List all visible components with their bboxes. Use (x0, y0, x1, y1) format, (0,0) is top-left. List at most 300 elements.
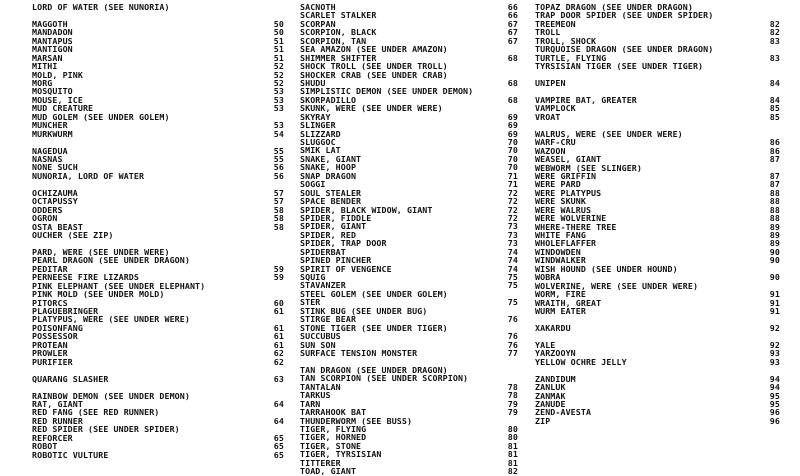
entry-page-number: 73 (507, 229, 518, 240)
entry-page-number: 85 (769, 103, 780, 114)
entry-page-number: 89 (769, 238, 780, 249)
entry-name: OCTAPUSSY (32, 196, 78, 207)
entry-page-number: 53 (273, 103, 284, 114)
index-entry (32, 3, 284, 11)
entry-name: WALRUS, WERE (SEE UNDER WERE) (535, 128, 683, 139)
index-entry (535, 375, 780, 383)
entry-page-number: 54 (273, 128, 284, 139)
entry-page-number: 50 (273, 18, 284, 29)
entry-page-number: 65 (273, 449, 284, 460)
index-entry (535, 392, 780, 400)
entry-page-number: 93 (769, 356, 780, 367)
entry-name: WERE SKUNK (535, 196, 586, 207)
entry-name: TARRAHOOK BAT (300, 407, 367, 418)
entry-name: TROLL, SHOCK (535, 35, 597, 46)
entry-name: STEEL GOLEM (SEE UNDER GOLEM) (300, 288, 448, 299)
entry-page-number: 51 (273, 44, 284, 55)
entry-page-number: 96 (769, 415, 780, 426)
entry-name: SMIK LAT (300, 145, 341, 156)
entry-name: XAKARDU (535, 322, 571, 333)
entry-name: SKORPADILLO (300, 94, 357, 105)
entry-page-number: 65 (273, 441, 284, 452)
entry-page-number: 58 (273, 204, 284, 215)
entry-name: PERNEESE FIRE LIZARDS (32, 272, 139, 283)
index-entry (32, 71, 284, 79)
entry-name: TYRSISIAN TIGER (SEE UNDER TIGER) (535, 61, 704, 72)
entry-page-number: 53 (273, 86, 284, 97)
entry-page-number: 79 (507, 407, 518, 418)
entry-name: SPIRIT OF VENGENCE (300, 263, 392, 274)
entry-name: ZANUDE (535, 398, 566, 409)
entry-page-number: 91 (769, 289, 780, 300)
entry-page-number: 62 (273, 348, 284, 359)
entry-name: WERE GRIFFIN (535, 170, 597, 181)
entry-page-number: 59 (273, 263, 284, 274)
entry-name: PEDITAR (32, 263, 68, 274)
entry-name: WHITE FANG (535, 230, 586, 240)
index-column-3 (535, 3, 780, 425)
entry-name: TAN SCORPION (SEE UNDER SCORPION) (300, 373, 469, 384)
entry-name: SPINED PINCHER (300, 255, 372, 266)
entry-page-number: 88 (769, 204, 780, 215)
entry-name: TARKUS (300, 390, 331, 401)
entry-name: PLAGUEBRINGER (32, 306, 99, 316)
entry-name: MOLD, PINK (32, 69, 83, 80)
entry-page-number: 58 (273, 213, 284, 224)
entry-name: MANTIGON (32, 44, 73, 55)
entry-name: PINK MOLD (SEE UNDER MOLD) (32, 289, 165, 300)
entry-name: ZIP (535, 415, 551, 426)
entry-name: ROBOTIC VULTURE (32, 449, 109, 460)
index-entry (32, 341, 284, 349)
entry-page-number: 91 (769, 297, 780, 308)
index-entry (32, 172, 284, 180)
entry-page-number: 82 (769, 27, 780, 38)
entry-page-number: 71 (507, 179, 518, 190)
entry-page-number: 61 (273, 322, 284, 333)
entry-name: VAMPIRE BAT, GREATER (535, 94, 637, 105)
entry-name: THUNDERWORM (SEE BUSS) (300, 415, 413, 426)
entry-name: VROAT (535, 111, 561, 122)
index-entry (535, 113, 780, 121)
entry-page-number: 72 (507, 212, 518, 223)
entry-name: WINDOWDEN (535, 246, 581, 257)
entry-page-number: 74 (507, 263, 518, 274)
index-entry (300, 265, 518, 273)
entry-name: TITTERER (300, 457, 341, 468)
entry-name: WEASEL, GIANT (535, 154, 602, 165)
index-entry (535, 62, 780, 70)
entry-name: POISONFANG (32, 322, 83, 333)
entry-page-number: 67 (507, 27, 518, 38)
entry-page-number: 84 (769, 78, 780, 88)
entry-name: SNAKE, GIANT (300, 153, 362, 164)
entry-page-number: 72 (507, 196, 518, 207)
entry-name: PARD, WERE (SEE UNDER WERE) (32, 246, 170, 257)
entry-name: WARF-CRU (535, 137, 576, 148)
entry-page-number: 77 (507, 347, 518, 358)
entry-name: ZANLUK (535, 382, 566, 393)
entry-name: SCORPION, TAN (300, 35, 367, 46)
entry-page-number: 53 (273, 120, 284, 131)
entry-name: PLATYPUS, WERE (SEE UNDER WERE) (32, 314, 190, 325)
entry-name: SHOCK TROLL (SEE UNDER TROLL) (300, 61, 448, 72)
entry-name: NAGEDUA (32, 145, 68, 156)
entry-page-number: 52 (273, 69, 284, 80)
entry-name: TANTALAN (300, 381, 341, 392)
entry-page-number: 87 (769, 179, 780, 190)
entry-page-number: 83 (769, 52, 780, 63)
entry-name: OUCHER (SEE ZIP) (32, 230, 114, 240)
entry-page-number: 82 (769, 18, 780, 29)
entry-page-number: 64 (273, 398, 284, 409)
entry-name: ZANMAK (535, 390, 566, 401)
entry-page-number: 72 (507, 187, 518, 198)
entry-page-number: 86 (769, 137, 780, 148)
entry-page-number: 75 (507, 297, 518, 308)
entry-page-number: 68 (507, 52, 518, 63)
entry-page-number: 90 (769, 246, 780, 257)
entry-page-number: 67 (507, 18, 518, 29)
entry-page-number: 62 (273, 356, 284, 367)
index-entry (535, 79, 780, 87)
entry-page-number: 72 (507, 204, 518, 215)
entry-page-number: 85 (769, 111, 780, 122)
entry-name: SOUL STEALER (300, 187, 362, 198)
entry-name: TARN (300, 398, 321, 409)
entry-name: NONE SUCH (32, 162, 78, 173)
entry-name: MOUSE, ICE (32, 94, 83, 105)
index-entry (32, 451, 284, 459)
entry-page-number: 69 (507, 128, 518, 139)
entry-page-number: 81 (507, 449, 518, 460)
entry-name: SPIDER, FIDDLE (300, 212, 372, 223)
index-entry (32, 358, 284, 366)
entry-name: POSSESSOR (32, 331, 78, 342)
entry-name: SPIDERBAT (300, 246, 346, 257)
entry-name: WURM EATER (535, 305, 586, 316)
entry-name: SNAKE, HOOP (300, 162, 357, 173)
entry-page-number: 79 (507, 398, 518, 409)
entry-name: ODDERS (32, 204, 63, 215)
entry-page-number: 50 (273, 27, 284, 38)
entry-name: SLUGGOC (300, 137, 336, 147)
entry-name: SCORPION, BLACK (300, 27, 377, 38)
entry-name: WEBWORM (SEE SLINGER) (535, 162, 642, 173)
entry-name: PITORCS (32, 297, 68, 308)
entry-page-number: 75 (507, 272, 518, 282)
entry-name: RED FANG (SEE RED RUNNER) (32, 407, 160, 418)
entry-name: WOLVERINE, WERE (SEE UNDER WERE) (535, 280, 699, 291)
entry-name: MOSQUITO (32, 86, 73, 97)
index-entry (32, 256, 284, 264)
entry-name: TURTLE, FLYING (535, 52, 607, 63)
entry-name: SIMPLISTIC DEMON (SEE UNDER DEMON) (300, 86, 474, 97)
entry-page-number: 55 (273, 145, 284, 156)
entry-page-number: 64 (273, 415, 284, 426)
entry-name: SHUDU (300, 77, 326, 88)
entry-page-number: 52 (273, 78, 284, 88)
entry-page-number: 88 (769, 213, 780, 224)
entry-page-number: 61 (273, 331, 284, 342)
index-entry (300, 467, 518, 475)
entry-page-number: 69 (507, 120, 518, 131)
entry-name: TIGER, FLYING (300, 423, 367, 434)
entry-page-number: 88 (769, 196, 780, 207)
entry-page-number: 67 (507, 35, 518, 46)
entry-name: WHOLEFLAFFER (535, 238, 597, 249)
entry-page-number: 68 (507, 77, 518, 88)
entry-name: MARSAN (32, 52, 63, 63)
entry-page-number: 89 (769, 221, 780, 232)
entry-name: MUNCHER (32, 120, 68, 131)
entry-name: WORM, FIRE (535, 289, 586, 300)
entry-name: WERE PLATYPUS (535, 187, 602, 198)
entry-name: PROTEAN (32, 339, 68, 350)
entry-name: WINDWALKER (535, 255, 586, 266)
entry-name: PROWLER (32, 348, 68, 359)
entry-name: RED SPIDER (SEE UNDER SPIDER) (32, 424, 180, 435)
index-entry (300, 349, 518, 357)
entry-page-number: 86 (769, 145, 780, 156)
entry-page-number: 90 (769, 272, 780, 283)
entry-page-number: 94 (769, 373, 780, 384)
entry-page-number: 74 (507, 255, 518, 266)
entry-page-number: 95 (769, 390, 780, 401)
entry-name: STER (300, 297, 321, 308)
entry-name: REFORCER (32, 432, 73, 443)
index-entry (535, 307, 780, 315)
entry-page-number: 74 (507, 246, 518, 257)
index-entry (300, 71, 518, 79)
entry-name: TRAP DOOR SPIDER (SEE UNDER SPIDER) (535, 10, 714, 21)
entry-name: STIRGE BEAR (300, 314, 357, 325)
index-entry (32, 375, 284, 383)
entry-page-number: 57 (273, 187, 284, 198)
entry-page-number: 65 (273, 432, 284, 443)
entry-name: SCARLET STALKER (300, 10, 377, 21)
entry-page-number: 93 (769, 348, 780, 359)
index-column-2 (300, 3, 518, 476)
entry-name: STONE TIGER (SEE UNDER TIGER) (300, 322, 448, 333)
entry-name: TREEMEON (535, 18, 576, 29)
entry-page-number: 66 (507, 2, 518, 12)
entry-name: TIGER, HORNED (300, 432, 367, 443)
index-entry (535, 383, 780, 391)
entry-name: WERE WALRUS (535, 204, 592, 215)
entry-page-number: 75 (507, 280, 518, 291)
entry-page-number: 96 (769, 407, 780, 418)
entry-page-number: 71 (507, 170, 518, 181)
entry-page-number: 80 (507, 423, 518, 434)
entry-name: SOGGI (300, 179, 326, 190)
entry-name: MANDADON (32, 27, 73, 38)
entry-page-number: 90 (769, 255, 780, 266)
entry-name: SLINGER (300, 120, 336, 131)
index-entry (300, 383, 518, 391)
entry-name: WERE PARD (535, 179, 581, 190)
entry-page-number: 94 (769, 382, 780, 393)
entry-name: SQUIG (300, 272, 326, 282)
entry-page-number: 61 (273, 339, 284, 350)
entry-page-number: 87 (769, 170, 780, 181)
index-entry (32, 231, 284, 239)
entry-name: LORD OF WATER (SEE NUNORIA) (32, 2, 170, 12)
entry-page-number: 58 (273, 221, 284, 232)
entry-page-number: 51 (273, 52, 284, 63)
index-entry (535, 417, 780, 425)
entry-name: WRAITH, GREAT (535, 297, 602, 308)
index-entry (535, 408, 780, 416)
entry-name: STAVANZER (300, 280, 346, 291)
entry-name: VAMPLOCK (535, 103, 576, 114)
entry-name: YELLOW OCHRE JELLY (535, 356, 627, 367)
index-entry (32, 113, 284, 121)
entry-page-number: 70 (507, 145, 518, 156)
entry-page-number: 70 (507, 137, 518, 147)
entry-name: TAN DRAGON (SEE UNDER DRAGON) (300, 364, 448, 375)
index-entry (32, 206, 284, 214)
entry-name: SKYRAY (300, 111, 331, 122)
entry-name: SEA AMAZON (SEE UNDER AMAZON) (300, 44, 448, 55)
entry-page-number: 84 (769, 94, 780, 105)
entry-name: SACNOTH (300, 2, 336, 12)
entry-name: UNIPEN (535, 78, 566, 88)
entry-name: OSTA BEAST (32, 221, 83, 232)
entry-page-number: 56 (273, 170, 284, 181)
index-entry (535, 265, 780, 273)
entry-name: MURKWURM (32, 128, 73, 139)
entry-name: PURIFIER (32, 356, 73, 367)
entry-page-number: 80 (507, 432, 518, 443)
entry-page-number: 81 (507, 440, 518, 451)
entry-name: STINK BUG (SEE UNDER BUG) (300, 305, 428, 316)
index-entry (32, 434, 284, 442)
entry-name: SCORPAN (300, 18, 336, 29)
entry-name: ROBOT (32, 441, 58, 452)
entry-name: SURFACE TENSION MONSTER (300, 347, 418, 358)
entry-page-number: 73 (507, 221, 518, 232)
entry-name: WAZOON (535, 145, 566, 156)
entry-page-number: 88 (769, 187, 780, 198)
entry-name: NASNAS (32, 154, 63, 164)
entry-name: MUD CREATURE (32, 103, 94, 114)
index-entry (535, 358, 780, 366)
entry-name: WHERE-THERE TREE (535, 221, 617, 232)
index-entry (300, 459, 518, 467)
entry-name: TIGER, TYRSISIAN (300, 449, 382, 460)
index-entry (32, 45, 284, 53)
index-entry (300, 290, 518, 298)
entry-page-number: 87 (769, 154, 780, 165)
index-entry (300, 450, 518, 458)
entry-page-number: 56 (273, 162, 284, 173)
entry-name: SHIMMER SHIFTER (300, 52, 377, 63)
index-column-1 (32, 3, 284, 459)
entry-name: MANTAPUS (32, 35, 73, 46)
entry-page-number: 60 (273, 297, 284, 308)
entry-name: PEARL DRAGON (SEE UNDER DRAGON) (32, 255, 190, 266)
entry-name: OCHIZAUMA (32, 187, 78, 198)
entry-name: YARZOOYN (535, 348, 576, 359)
entry-name: YALE (535, 339, 556, 350)
entry-name: SPIDER, GIANT (300, 221, 367, 232)
entry-page-number: 57 (273, 196, 284, 207)
entry-name: MITHI (32, 61, 58, 72)
entry-page-number: 68 (507, 94, 518, 105)
entry-name: WISH HOUND (SEE UNDER HOUND) (535, 263, 678, 274)
entry-name: ZANDIDUM (535, 373, 576, 384)
entry-name: TIGER, STONE (300, 440, 362, 451)
entry-name: MAGGOTH (32, 18, 68, 29)
entry-page-number: 81 (507, 457, 518, 468)
entry-name: QUARANG SLASHER (32, 373, 109, 384)
entry-page-number: 70 (507, 162, 518, 173)
index-entry (535, 138, 780, 146)
entry-page-number: 92 (769, 322, 780, 333)
entry-page-number: 83 (769, 35, 780, 46)
entry-page-number: 78 (507, 390, 518, 401)
entry-name: SLIZZARD (300, 128, 341, 139)
entry-name: TURQUOISE DRAGON (SEE UNDER DRAGON) (535, 44, 714, 55)
entry-page-number: 92 (769, 339, 780, 350)
entry-page-number: 76 (507, 331, 518, 342)
entry-page-number: 59 (273, 272, 284, 283)
index-entry (32, 147, 284, 155)
entry-name: SUN SON (300, 339, 336, 350)
index-entry (535, 324, 780, 332)
entry-page-number: 63 (273, 373, 284, 384)
entry-page-number: 61 (273, 306, 284, 316)
entry-name: SPIDER, RED (300, 229, 357, 240)
entry-name: OGRON (32, 213, 58, 224)
entry-page-number: 70 (507, 153, 518, 164)
entry-name: NUNORIA, LORD OF WATER (32, 170, 145, 181)
entry-page-number: 76 (507, 314, 518, 325)
entry-name: SPACE BENDER (300, 196, 362, 207)
entry-page-number: 95 (769, 398, 780, 409)
entry-name: MUD GOLEM (SEE UNDER GOLEM) (32, 111, 170, 122)
entry-page-number: 78 (507, 381, 518, 392)
entry-name: SPIDER, TRAP DOOR (300, 238, 387, 249)
entry-page-number: 91 (769, 305, 780, 316)
index-entry (32, 290, 284, 298)
entry-name: TOAD, GIANT (300, 466, 357, 476)
entry-page-number: 76 (507, 339, 518, 350)
entry-page-number: 53 (273, 94, 284, 105)
index-entry (32, 54, 284, 62)
entry-name: WOBRA (535, 272, 561, 283)
entry-name: RED RUNNER (32, 415, 83, 426)
entry-name: SUCCUBUS (300, 331, 341, 342)
index-entry (300, 172, 518, 180)
entry-page-number: 73 (507, 238, 518, 249)
entry-page-number: 51 (273, 35, 284, 46)
entry-name: WERE WOLVERINE (535, 213, 607, 224)
entry-page-number: 69 (507, 111, 518, 122)
entry-page-number: 89 (769, 230, 780, 240)
index-entry (300, 391, 518, 399)
entry-name: MORG (32, 78, 53, 88)
entry-name: RAT, GIANT (32, 398, 83, 409)
entry-page-number: 66 (507, 10, 518, 21)
entry-name: ZEND-AVESTA (535, 407, 592, 418)
index-entry (535, 20, 780, 28)
entry-name: SHOCKER CRAB (SEE UNDER CRAB) (300, 69, 448, 80)
entry-page-number: 52 (273, 61, 284, 72)
entry-name: TROLL (535, 27, 561, 38)
entry-name: SPIDER, BLACK WIDOW, GIANT (300, 204, 433, 215)
